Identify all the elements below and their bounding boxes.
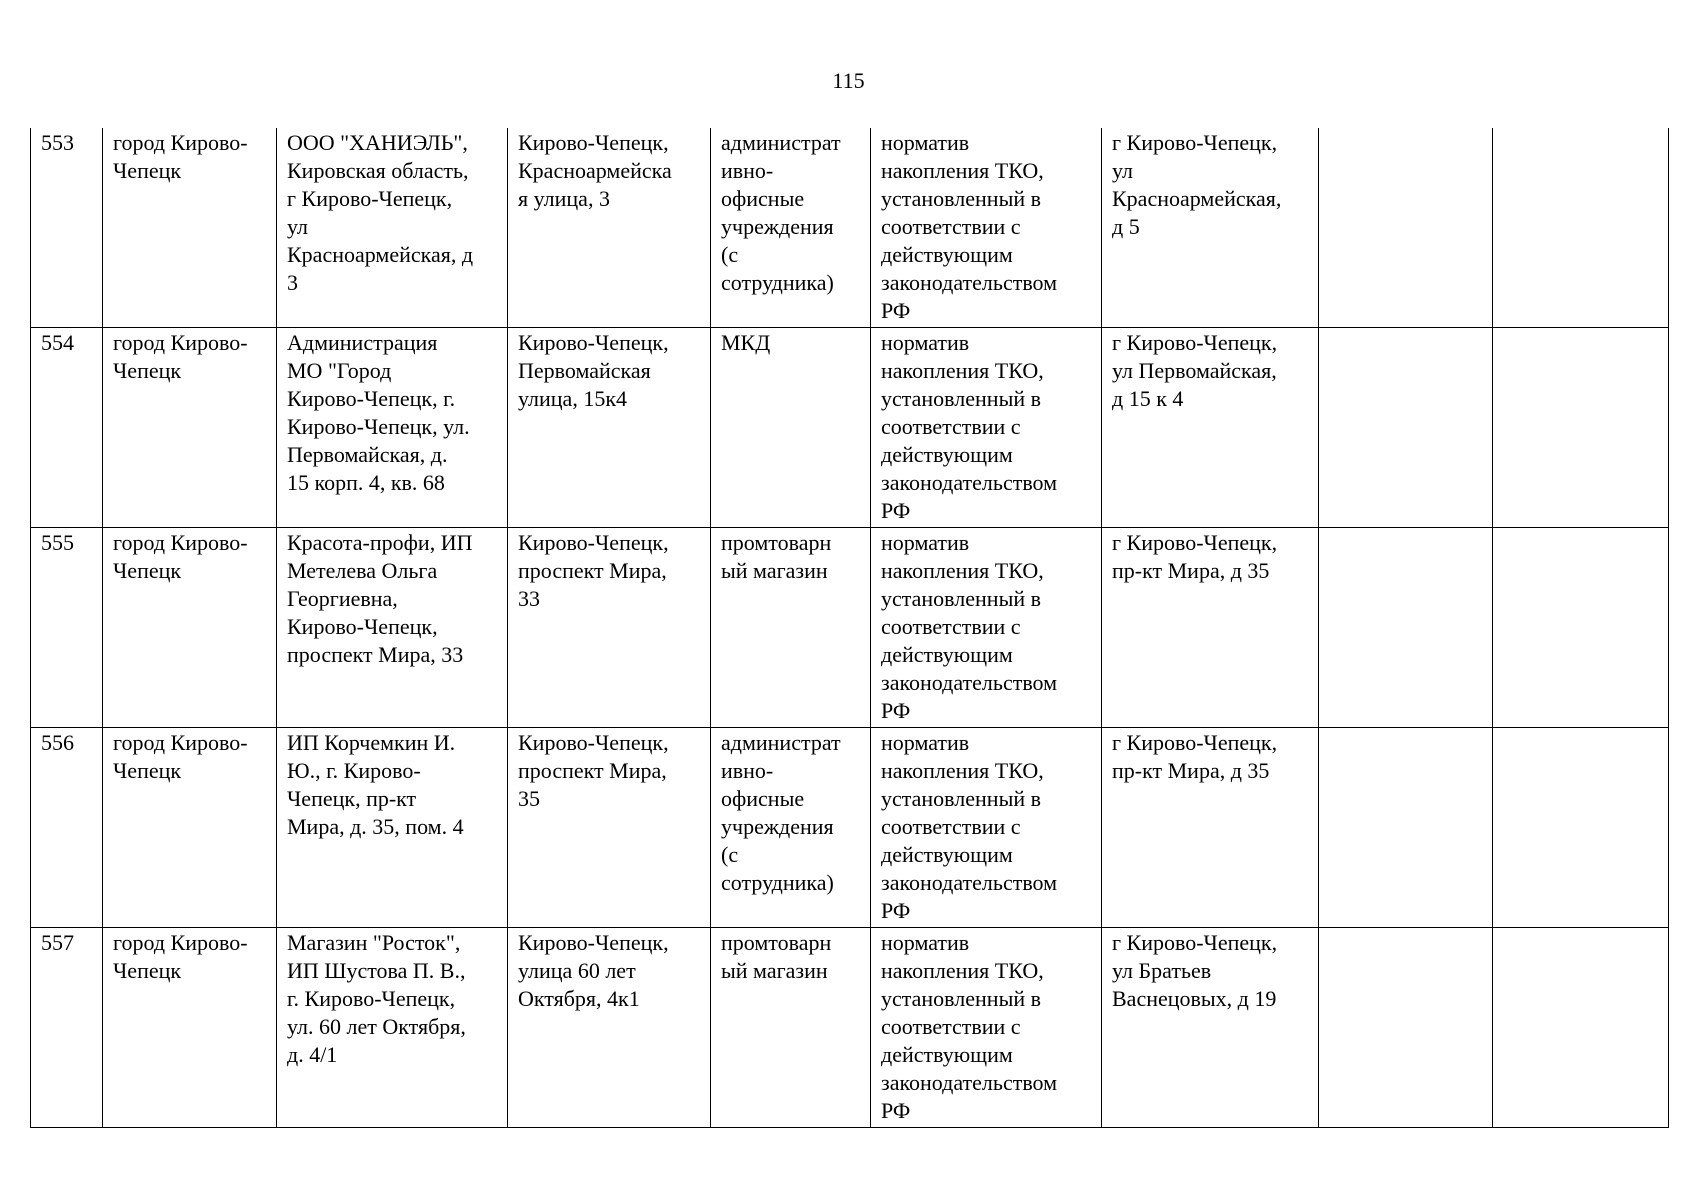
table-row	[31, 528, 1669, 728]
cell-site: г Кирово-Чепецк, ул Братьев Васнецовых, д 19	[1102, 928, 1319, 1128]
cell-owner: Магазин "Росток", ИП Шустова П. В., г. Кирово-Чепецк, ул. 60 лет Октября, д. 4/1	[277, 928, 508, 1128]
cell-category: администрат ивно- офисные учреждения (с сотрудника)	[711, 128, 871, 328]
cell-norm: норматив накопления ТКО, установленный в соответствии с действующим законодательством РФ	[871, 128, 1102, 328]
cell-extra-2	[1493, 528, 1669, 728]
cell-category: МКД	[711, 328, 871, 528]
cell-extra-2	[1493, 728, 1669, 928]
cell-extra-2	[1493, 328, 1669, 528]
cell-site: г Кирово-Чепецк, ул Первомайская, д 15 к 4	[1102, 328, 1319, 528]
cell-norm: норматив накопления ТКО, установленный в соответствии с действующим законодательством РФ	[871, 528, 1102, 728]
cell-site: г Кирово-Чепецк, пр-кт Мира, д 35	[1102, 728, 1319, 928]
cell-extra-1	[1319, 928, 1493, 1128]
cell-settlement: город Кирово- Чепецк	[103, 528, 277, 728]
cell-owner: ООО "ХАНИЭЛЬ", Кировская область, г Кирово-Чепецк, ул Красноармейская, д 3	[277, 128, 508, 328]
cell-extra-1	[1319, 728, 1493, 928]
cell-location: Кирово-Чепецк, улица 60 лет Октября, 4к1	[508, 928, 711, 1128]
cell-category: промтоварн ый магазин	[711, 928, 871, 1128]
cell-norm: норматив накопления ТКО, установленный в соответствии с действующим законодательством РФ	[871, 328, 1102, 528]
cell-settlement: город Кирово- Чепецк	[103, 128, 277, 328]
cell-extra-1	[1319, 128, 1493, 328]
cell-location: Кирово-Чепецк, Красноармейска я улица, 3	[508, 128, 711, 328]
cell-number: 553	[31, 128, 103, 328]
cell-owner: ИП Корчемкин И. Ю., г. Кирово- Чепецк, пр-кт Мира, д. 35, пом. 4	[277, 728, 508, 928]
cell-owner: Красота-профи, ИП Метелева Ольга Георгиевна, Кирово-Чепецк, проспект Мира, 33	[277, 528, 508, 728]
cell-owner: Администрация МО "Город Кирово-Чепецк, г. Кирово-Чепецк, ул. Первомайская, д. 15 корп. 4, кв. 68	[277, 328, 508, 528]
cell-settlement: город Кирово- Чепецк	[103, 328, 277, 528]
table-row	[31, 128, 1669, 328]
cell-settlement: город Кирово- Чепецк	[103, 728, 277, 928]
cell-category: промтоварн ый магазин	[711, 528, 871, 728]
cell-location: Кирово-Чепецк, Первомайская улица, 15к4	[508, 328, 711, 528]
cell-site: г Кирово-Чепецк, ул Красноармейская, д 5	[1102, 128, 1319, 328]
cell-norm: норматив накопления ТКО, установленный в соответствии с действующим законодательством РФ	[871, 728, 1102, 928]
cell-location: Кирово-Чепецк, проспект Мира, 35	[508, 728, 711, 928]
cell-category: администрат ивно- офисные учреждения (с сотрудника)	[711, 728, 871, 928]
cell-site: г Кирово-Чепецк, пр-кт Мира, д 35	[1102, 528, 1319, 728]
table-row	[31, 728, 1669, 928]
cell-extra-1	[1319, 528, 1493, 728]
cell-location: Кирово-Чепецк, проспект Мира, 33	[508, 528, 711, 728]
table-row	[31, 928, 1669, 1128]
cell-number: 557	[31, 928, 103, 1128]
cell-extra-2	[1493, 128, 1669, 328]
cell-extra-2	[1493, 928, 1669, 1128]
waste-sites-table	[30, 128, 1669, 1128]
cell-extra-1	[1319, 328, 1493, 528]
cell-settlement: город Кирово- Чепецк	[103, 928, 277, 1128]
cell-number: 556	[31, 728, 103, 928]
cell-norm: норматив накопления ТКО, установленный в соответствии с действующим законодательством РФ	[871, 928, 1102, 1128]
cell-number: 554	[31, 328, 103, 528]
cell-number: 555	[31, 528, 103, 728]
table-row	[31, 328, 1669, 528]
page-number: 115	[832, 68, 865, 93]
